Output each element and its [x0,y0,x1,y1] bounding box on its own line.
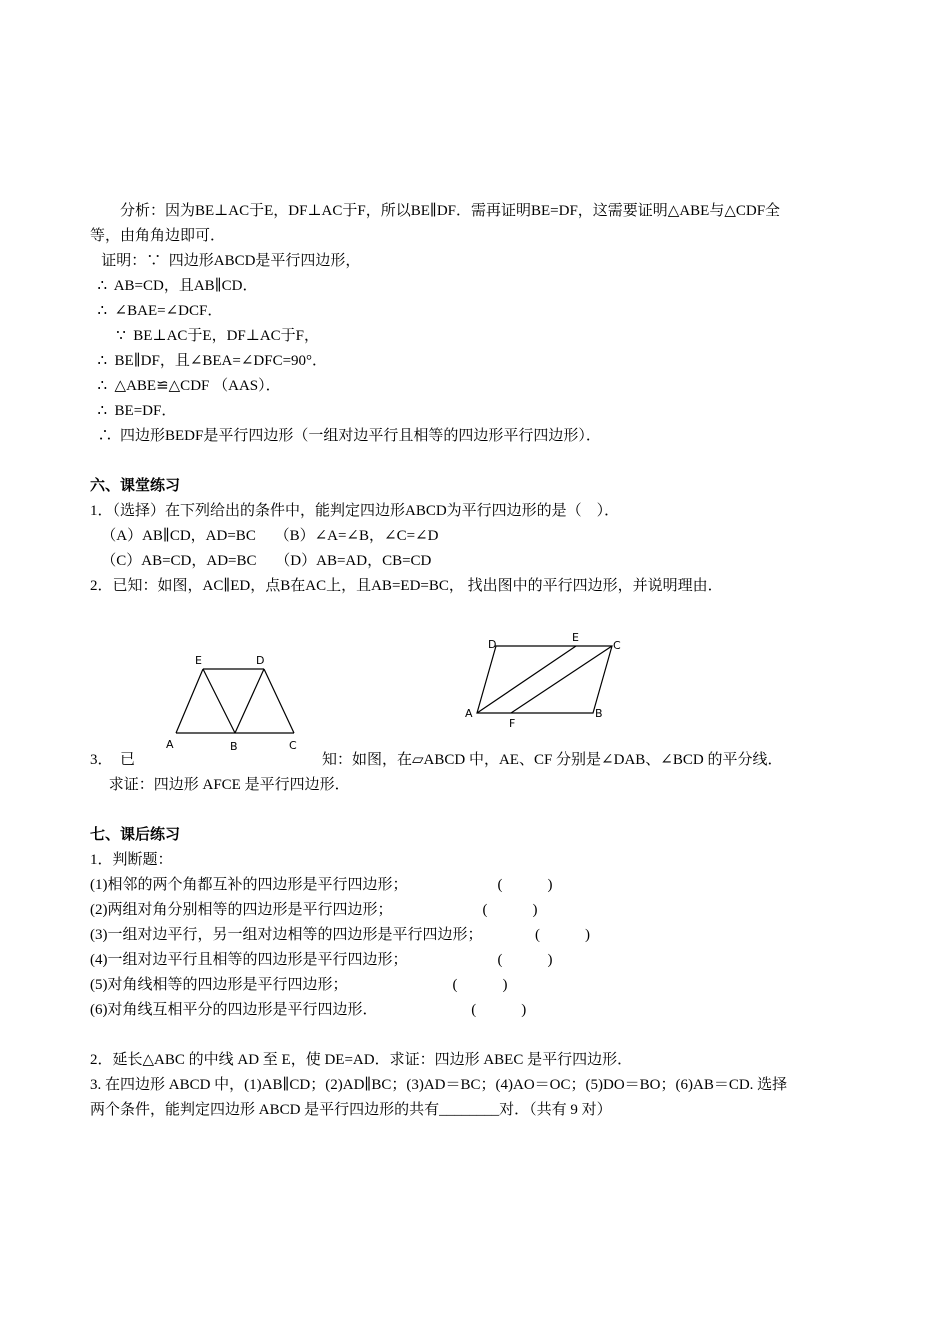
label-d: D [256,654,265,667]
label-d: D [488,638,497,651]
proof-line: ∴ AB=CD，且AB∥CD． [90,278,258,294]
figure-triangles [160,650,310,755]
question-3-prove: 求证：四边形 AFCE 是平行四边形． [90,777,350,793]
figure-parallelogram [460,628,640,733]
label-c: C [613,639,621,652]
judgement-item: (6)对角线互相平分的四边形是平行四边形． ( ) [90,1002,527,1018]
proof-line: ∴ BE∥DF，且∠BEA=∠DFC=90°． [90,353,328,369]
proof-line: 证明：∵ 四边形ABCD是平行四边形， [90,253,361,269]
proof-line: ∵ BE⊥AC于E，DF⊥AC于F， [90,328,320,344]
question-3-text: 知：如图，在▱ABCD 中，AE、CF 分别是∠DAB、∠BCD 的平分线． [322,752,783,768]
question-1: 1．（选择）在下列给出的条件中，能判定四边形ABCD为平行四边形的是（ ）． [90,503,620,519]
homework-question-3-line-2: 两个条件，能判定四边形 ABCD 是平行四边形的共有________对．（共有 9 对） [90,1102,612,1118]
section-heading-classroom-practice: 六、课堂练习 [90,478,181,494]
analysis-line-1: 分析：因为BE⊥AC于E，DF⊥AC于F，所以BE∥DF．需再证明BE=DF，这需要证明△ABE与△CDF全 [90,203,781,219]
label-e: E [572,631,579,644]
question-1-options-cd: （C）AB=CD，AD=BC （D）AB=AD，CB=CD [90,553,432,569]
label-c: C [289,739,297,752]
label-b: B [595,707,603,720]
proof-line: ∴ ∠BAE=∠DCF． [90,303,223,319]
proof-line: ∴ 四边形BEDF是平行四边形（一组对边平行且相等的四边形平行四边形）． [90,428,601,444]
judgement-item: (1)相邻的两个角都互补的四边形是平行四边形； ( ) [90,877,553,893]
judgement-item: (3)一组对边平行，另一组对边相等的四边形是平行四边形； ( ) [90,927,590,943]
homework-question-2: 2．延长△ABC 的中线 AD 至 E，使 DE=AD．求证：四边形 ABEC 是平行四边形． [90,1052,633,1068]
label-a: A [465,707,473,720]
section-heading-after-class-practice: 七、课后练习 [90,827,181,843]
question-1-options-ab: （A）AB∥CD，AD=BC （B）∠A=∠B，∠C=∠D [90,528,439,544]
label-f: F [509,717,516,730]
label-b: B [230,740,238,753]
judgement-item: (5)对角线相等的四边形是平行四边形； ( ) [90,977,508,993]
proof-line: ∴ BE=DF． [90,403,177,419]
label-e: E [195,654,202,667]
judgement-item: (2)两组对角分别相等的四边形是平行四边形； ( ) [90,902,538,918]
question-3-start: 3． 已 [90,752,136,768]
analysis-line-2: 等，由角角边即可． [90,228,226,244]
label-a: A [166,738,174,751]
judgement-item: (4)一组对边平行且相等的四边形是平行四边形； ( ) [90,952,553,968]
question-2: 2．已知：如图，AC∥ED，点B在AC上，且AB=ED=BC， 找出图中的平行四边形，并说明理由． [90,578,723,594]
homework-question-3-line-1: 3. 在四边形 ABCD 中，(1)AB∥CD；(2)AD∥BC；(3)AD＝BC；(4)AO＝OC；(5)DO＝BO；(6)AB＝CD. 选择 [90,1077,788,1093]
proof-line: ∴ △ABE≌△CDF （AAS）． [90,378,281,394]
judgement-title: 1．判断题： [90,852,173,868]
